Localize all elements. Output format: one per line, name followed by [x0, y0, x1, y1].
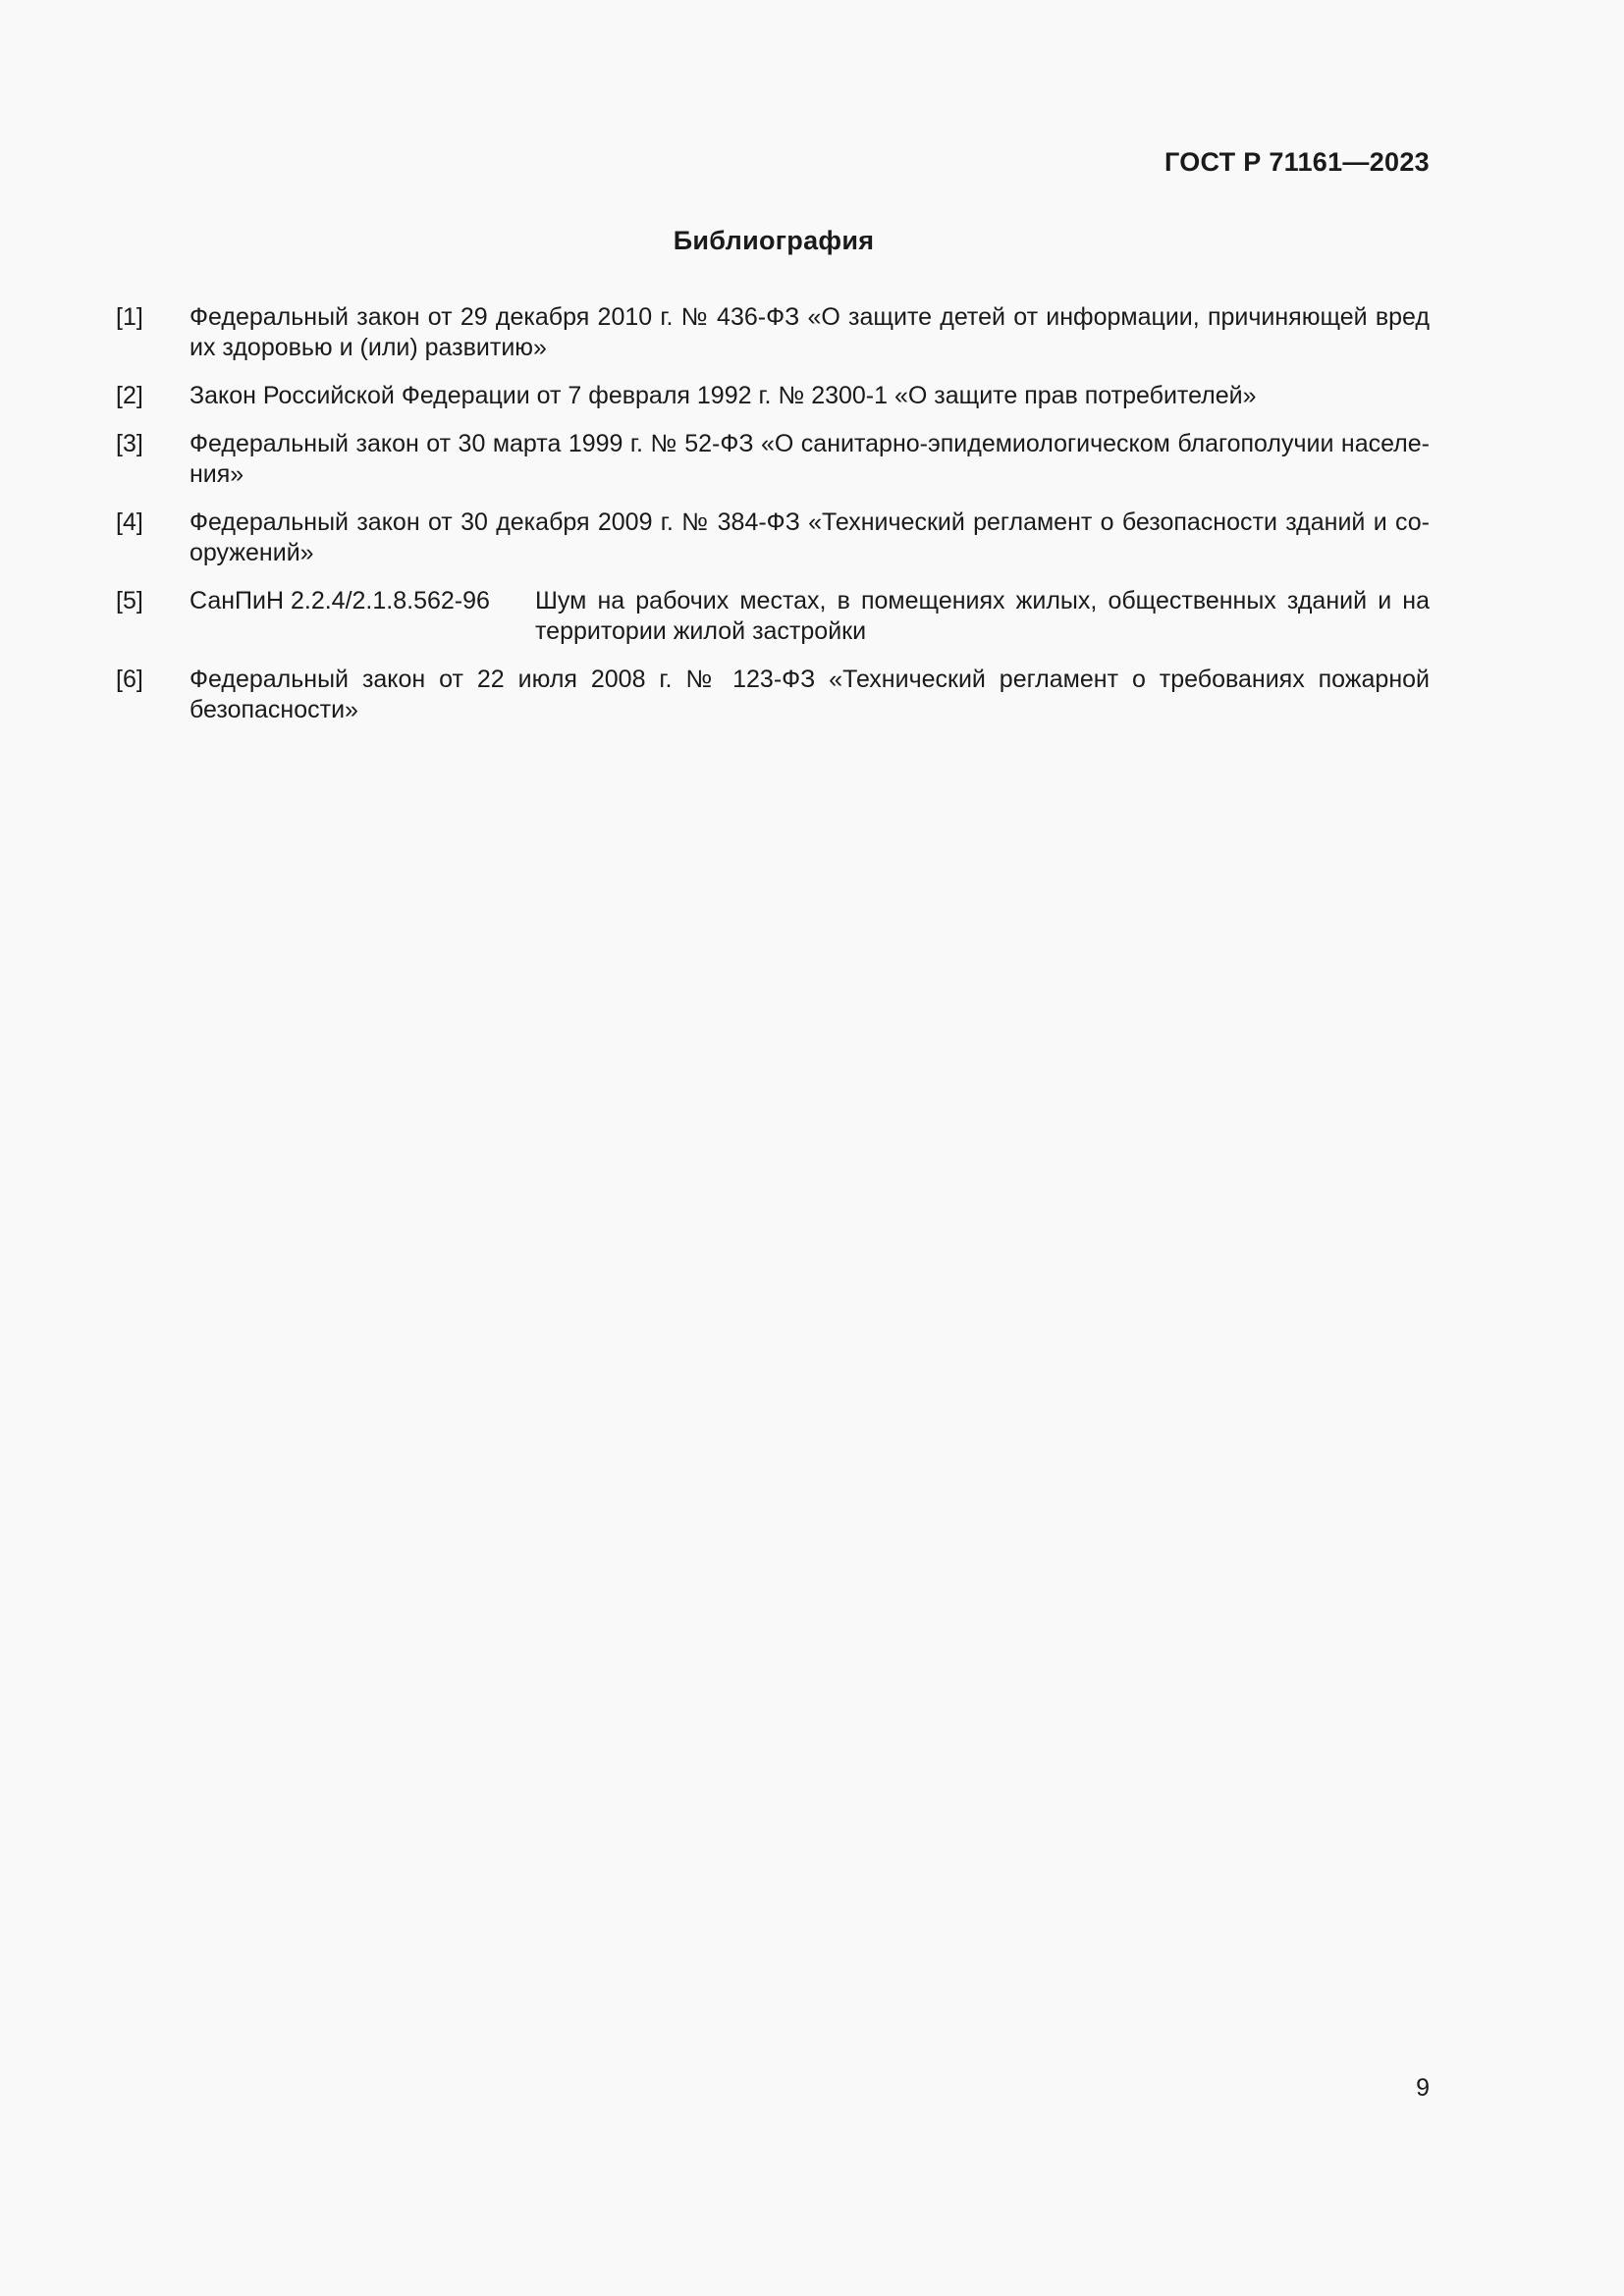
- bibliography-entry: [116, 586, 1430, 647]
- entry-code: СанПиН 2.2.4/2.1.8.562-96: [189, 587, 490, 614]
- entry-text: Шум на рабочих местах, в помещениях жилых, общественных зданий и на территории жилой застройки: [535, 587, 1430, 645]
- page-number: 9: [1416, 2074, 1430, 2102]
- entry-number: [3]: [116, 430, 143, 457]
- entry-number: [6]: [116, 666, 143, 693]
- entry-text: Федеральный закон от 22 июля 2008 г. № 123-ФЗ «Технический регламент о требованиях пожарной безопасности»: [189, 666, 1430, 723]
- entry-number: [2]: [116, 382, 143, 409]
- entry-number: [1]: [116, 303, 143, 331]
- bibliography-list: [116, 302, 1430, 743]
- entry-number: [4]: [116, 508, 143, 536]
- document-code: ГОСТ Р 71161—2023: [1164, 147, 1430, 177]
- entry-text: Федеральный закон от 29 декабря 2010 г. № 436-ФЗ «О защите детей от информации, причиняющей вред их здоровью и (или) развитию»: [189, 303, 1430, 361]
- section-title: Библиография: [673, 226, 875, 255]
- bibliography-entry: [116, 302, 1430, 363]
- bibliography-entry: [116, 507, 1430, 568]
- bibliography-entry: [116, 381, 1430, 411]
- entry-text: Федеральный закон от 30 декабря 2009 г. № 384-ФЗ «Технический регламент о безопасности зданий и сооружений»: [189, 508, 1430, 566]
- bibliography-entry: [116, 429, 1430, 490]
- entry-text: Закон Российской Федерации от 7 февраля 1992 г. № 2300-1 «О защите прав потребителей»: [189, 382, 1257, 409]
- bibliography-entry: [116, 665, 1430, 725]
- entry-text: Федеральный закон от 30 марта 1999 г. № 52-ФЗ «О санитарно-эпидемиологическом благополучии населения»: [189, 430, 1430, 488]
- entry-number: [5]: [116, 587, 143, 614]
